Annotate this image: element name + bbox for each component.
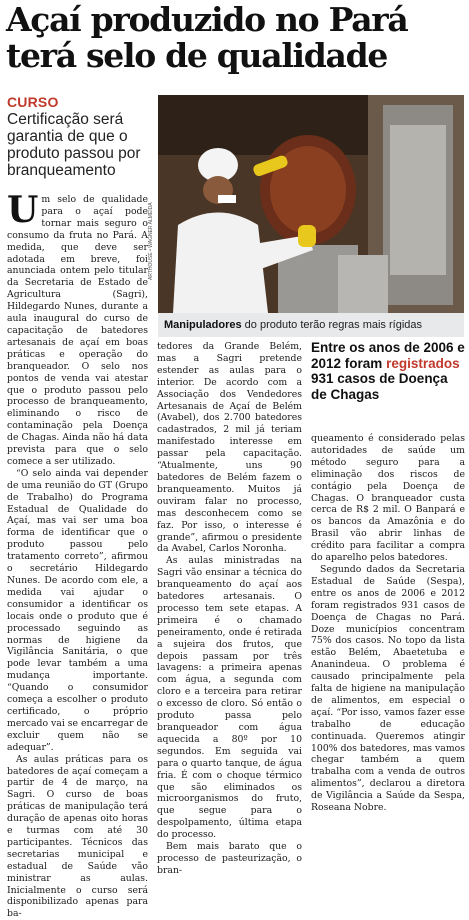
paragraph-text: m selo de qualidade para o açaí pode tornar mais seguro o consumo da fruta no Pará. A medida, que deve ser adotada em breve, foi anunciada ontem pelo titular da Secretaria de Estado de Agricultura (Sagri), Hildegardo Nunes, durante a aula inaugural do curso de capacitação de batedores artesanais de açaí em boas práticas e operação do branqueador. O selo nos pontos de venda vai atestar que o produto passou pelo processo de branqueamento, eliminando o risco de contaminação pela Doença de Chagas. Ainda não há data prevista para que o selo comece a ser utilizado. <box>7 194 148 467</box>
article-photo <box>158 95 464 313</box>
drop-cap: U <box>7 189 39 231</box>
paragraph: “O selo ainda vai depender de uma reunião do GT (Grupo de Trabalho) do Programa Estadual de Qualidade do Açaí, mas vai ser uma boa forma de identificar que o produto passou pelo tratamento correto”, afirmou o secretário Hildegardo Nunes. De acordo com ele, a medida vai ajudar o consumidor a identificar os locais onde o produto que é processado seguindo as normas de higiene da Vigilância Sanitária, o que pode levar também a uma mudança importante. “Quando o consumidor começa a escolher o produto certificado, o próprio mercado vai se encarregar de excluir quem não se adequar”. <box>7 467 148 753</box>
highlight-text: 931 casos de Doença de Chagas <box>311 371 448 402</box>
paragraph <box>7 189 148 468</box>
article-column-3 <box>311 433 465 814</box>
photo-caption <box>158 313 464 337</box>
article-column-2 <box>157 341 302 877</box>
subheadline: Certificação será garantia de que o produto passou por branqueamento <box>7 111 141 179</box>
highlight-red-text: registrados <box>386 355 460 371</box>
paragraph: tedores da Grande Belém, mas a Sagri pretende estender as aulas para o interior. De acordo com a Associação dos Vendedores Artesanais de Açaí de Belém (Avabel), dos 2.700 batedores cadastrados, 2 mil já teriam manifestado interesse em passar pela capacitação. “Atualmente, uns 90 batedores de Belém fazem o branqueamento. Muitos já ouviram falar no processo, mas desconhecem como se faz. Por isso, o interesse é grande”, afirmou o presidente da Avabel, Carlos Noronha. <box>157 341 302 555</box>
highlight-box <box>311 340 465 430</box>
caption-text: do produto terão regras mais rígidas <box>241 319 422 331</box>
paragraph: Segundo dados da Secretaria Estadual de Saúde (Sespa), entre os anos de 2006 e 2012 foram registrados 931 casos de Doença de Chagas no Pará. Doze municípios concentram 75% dos casos. No topo da lista estão Belém, Abaetetuba e Ananindeua. O problema é causado principalmente pela falta de higiene na manipulação de alimentos, em especial o açaí. “Por isso, vamos fazer esse trabalho de educação continuada. Queremos atingir 100% dos batedores, mas vamos chegar também a quem trabalha com a venda de outros alimentos”, declarou a diretora de Vigilância a Saúde da Sespa, Roseana Nobre. <box>311 563 465 814</box>
highlight-text: Entre os anos de 2006 e 2012 foram <box>311 340 465 371</box>
paragraph: As aulas práticas para os batedores de açaí começam a partir de 4 de março, na Sagri. O curso de boas práticas de manipulação terá duração de apenas oito horas e turmas com até 30 participantes. Técnicos das secretarias municipal e estadual de Saúde vão ministrar as aulas. Inicialmente o curso será disponibilizado apenas para ba- <box>7 753 148 920</box>
caption-bold: Manipuladores <box>164 319 242 331</box>
paragraph: Bem mais barato que o processo de pasteurização, o bran- <box>157 841 302 876</box>
section-kicker: CURSO <box>7 94 59 110</box>
paragraph: As aulas ministradas na Sagri vão ensinar a técnica do branqueamento do açaí aos batedores artesanais. O processo tem sete etapas. A primeira é o chamado peneiramento, onde é retirada a sujeira dos frutos, que depois passam por três lavagens: a primeira apenas com água, a segunda com cloro e a terceira para retirar o excesso de cloro. Só então o produto passa pelo branqueador com água aquecida a 80º por 10 segundos. Em seguida vai para o quarto tanque, de água fria. É com o choque térmico que são eliminados os microorganismos do fruto, que segue para o despolpamento, última etapa do processo. <box>157 555 302 841</box>
article-column-1 <box>7 189 148 920</box>
paragraph: queamento é considerado pelas autoridades de saúde um método seguro para a eliminação dos riscos de contágio pela Doença de Chagas. O branqueador custa cerca de R$ 2 mil. O Banpará e os bancos da Amazônia e do Brasil vão abrir linhas de crédito para facilitar a compra do aparelho pelos batedores. <box>311 433 465 564</box>
photo-credit: ARTHOUSE • WAGNER ALMEIDA <box>148 202 154 280</box>
photo-illustration <box>158 95 464 313</box>
headline: Açaí produzido no Pará terá selo de qualidade <box>6 0 408 75</box>
